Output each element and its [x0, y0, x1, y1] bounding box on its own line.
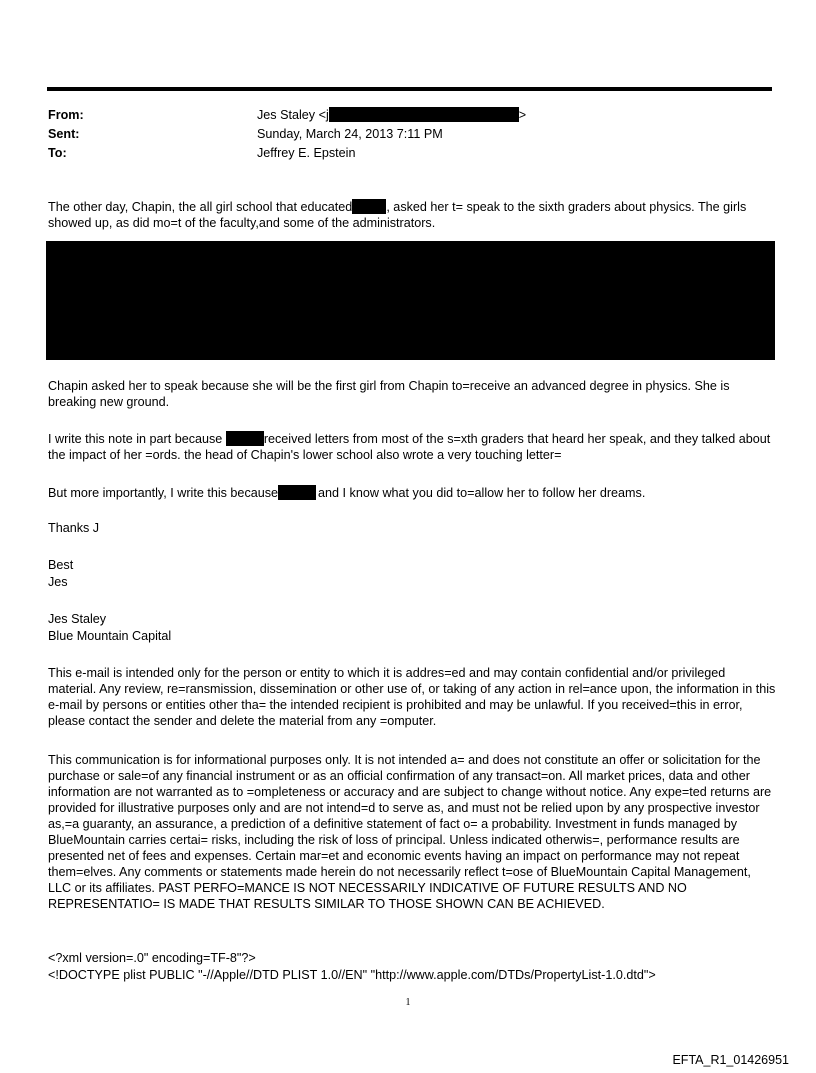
sent-value: Sunday, March 24, 2013 7:11 PM: [257, 127, 443, 141]
from-name: Jes Staley <j: [257, 108, 329, 122]
disclaimer-paragraph-1: This e-mail is intended only for the person or entity to which it is addres=ed and may contain confidential and/or privileged material. Any review, re=ransmission, dissemination or other use of, or taking of any action in rel=ance upon, the information in this e-mail by persons or entities other tha= the intended recipient is prohibited and may be unlawful. If you received=this in error, please contact the sender and delete the material from any =omputer.: [48, 666, 776, 728]
signature-name: Jes Staley: [48, 612, 107, 626]
header-rule: [47, 87, 772, 91]
doctype-line: <!DOCTYPE plist PUBLIC "-//Apple//DTD PLIST 1.0//EN" "http://www.apple.com/DTDs/PropertyList-1.0.dtd">: [48, 968, 656, 982]
redacted-block: [46, 241, 775, 360]
from-label: From:: [48, 108, 84, 122]
redaction-box: [352, 199, 386, 214]
p1-text-a: The other day, Chapin, the all girl school that educated: [48, 200, 353, 214]
body-paragraph-3: [48, 431, 776, 463]
redaction-box: [278, 485, 316, 500]
from-tail: >: [518, 108, 527, 122]
redaction-box: [226, 431, 264, 446]
xml-declaration: <?xml version=.0" encoding=TF-8"?>: [48, 951, 256, 965]
closing-best: Best: [48, 558, 74, 572]
signature-company: Blue Mountain Capital: [48, 629, 172, 643]
disclaimer-paragraph-2: This communication is for informational purposes only. It is not intended a= and does not constitute an offer or solicitation for the purchase or sale=of any financial instrument or as an official confirmation of any transact=on. All market prices, data and other information are not warranted as to =ompleteness or accuracy and are subject to change without notice. Any expe=ted returns are provided for illustrative purposes only and are not intend=d to serve as, and must not be relied upon by any prospective investor as,=a guaranty, an assurance, a prediction of a definitive statement of fact o= a probability. Investment in funds managed by BlueMountain carries certai= risks, including the risk of loss of principal. Unless indicated otherwis=, performance results are presented net of fees and expenses. Certain mar=et and economic events having an impact on performance may not repeat them=elves. Any comments or statements made herein do not necessarily reflect t=ose of BlueMountain Capital Management, LLC or its affiliates. PAST PERFO=MANCE IS NOT NECESSARILY INDICATIVE OF FUTURE RESULTS AND NO REPRESENTATIO= IS MADE THAT RESULTS SIMILAR TO THOSE SHOWN CAN BE ACHIEVED.: [48, 753, 772, 911]
p1-text-b: , asked her t= speak to the sixth graders about physics. The girls showed up, as did mo=t of the faculty,and some of the administrators.: [48, 200, 747, 230]
closing-name: Jes: [48, 575, 68, 589]
p4-text-a: But more importantly, I write this because: [48, 486, 279, 500]
page-number: 1: [405, 997, 411, 1008]
body-paragraph-2: Chapin asked her to speak because she will be the first girl from Chapin to=receive an advanced degree in physics. She is breaking new ground.: [48, 379, 730, 409]
body-paragraph-4: [48, 485, 776, 501]
thanks-line: Thanks J: [48, 521, 100, 535]
p3-text-a: I write this note in part because: [48, 432, 223, 446]
document-id: EFTA_R1_01426951: [672, 1053, 789, 1067]
from-value: [257, 107, 526, 123]
p3-text-b: received letters from most of the s=xth graders that heard her speak, and they talked about the impact of her =ords. the head of Chapin's lower school also wrote a very touching letter=: [48, 432, 771, 462]
redaction-box: [329, 107, 519, 122]
sent-label: Sent:: [48, 127, 80, 141]
to-value: Jeffrey E. Epstein: [257, 146, 356, 160]
to-label: To:: [48, 146, 67, 160]
body-paragraph-1: [48, 199, 776, 231]
p4-text-b: and I know what you did to=allow her to follow her dreams.: [318, 486, 646, 500]
